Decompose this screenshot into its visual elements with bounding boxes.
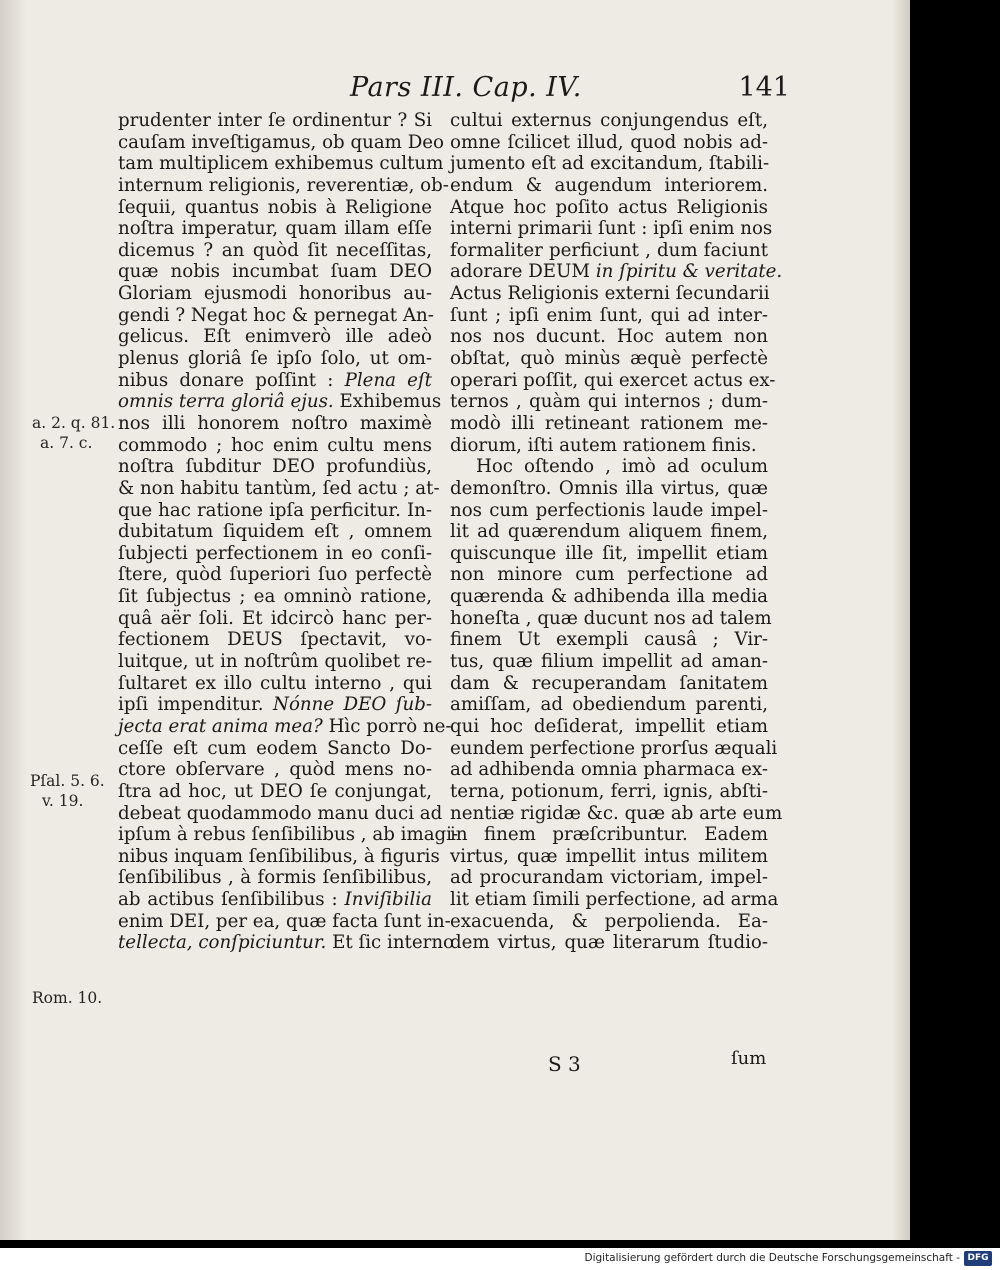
text-line: quâ aër ſoli. Et idcircò hanc per- (118, 607, 432, 629)
margin-note-3 (32, 988, 102, 1008)
italic-quote: omnis terra gloriâ ejus. (118, 391, 334, 413)
italic-quote: in ſpiritu & veritate. (595, 261, 783, 283)
text-line: nibus inquam ſenſibilibus, à figuris (118, 845, 440, 867)
text-line: ſit ſubjectus ; ea omninò ratione, (118, 586, 432, 608)
italic-quote: Plena eſt (344, 369, 432, 391)
text-line (118, 694, 432, 716)
text-line: quiscunque ille ſit, impellit etiam (450, 542, 768, 564)
text-line: quærenda & adhibenda illa media (450, 586, 768, 608)
text-segment: nibus donare poſſint : (118, 369, 334, 391)
text-line: virtus, quæ impellit intus militem (450, 845, 768, 867)
signature-mark: S 3 (548, 1052, 581, 1076)
text-line: fectionem DEUS ſpectavit, vo- (118, 629, 432, 651)
text-line: nos illi honorem noſtro maximè (118, 412, 432, 434)
text-line: exacuenda, & perpolienda. Ea- (450, 910, 768, 932)
text-line: in finem præſcribuntur. Eadem (450, 824, 768, 846)
text-line: ternos , quàm qui internos ; dum- (450, 391, 768, 413)
text-line: operari poſſit, qui exercet actus ex- (450, 369, 776, 391)
text-line (118, 889, 432, 911)
text-segment: Exhibemus (339, 391, 442, 413)
text-line: nos nos ducunt. Hoc autem non (450, 326, 768, 348)
text-line: Hoc oſtendo , imò ad oculum (476, 456, 768, 478)
text-line: amiſſam, ad obediendum parenti, (450, 694, 768, 716)
text-line: ad procurandam victoriam, impel- (450, 867, 768, 889)
text-line: plenus gloriâ ſe ipſo ſolo, ut om- (118, 348, 432, 370)
text-line: endum & augendum interiorem. (450, 174, 768, 196)
margin-note-1-line-2: a. 7. c. (40, 434, 93, 452)
text-line: debeat quodammodo manu duci ad (118, 802, 443, 824)
text-line: ipſum à rebus ſenſibilibus , ab imagi- (118, 824, 459, 846)
text-line: luitque, ut in noſtrûm quolibet re- (118, 651, 432, 673)
margin-note-3-line: Rom. 10. (32, 989, 103, 1007)
text-line: lit etiam ſimili perfectione, ad arma (450, 889, 779, 911)
text-line: finem Ut exempli causâ ; Vir- (450, 629, 768, 651)
dfg-footer-bar (0, 1248, 1000, 1270)
text-line: dam & recuperandam ſanitatem (450, 672, 768, 694)
text-line: obſtat, quò minùs æquè perfectè (450, 348, 768, 370)
margin-note-2-line-2: v. 19. (42, 792, 84, 810)
italic-quote: Nónne DEO ſub- (273, 694, 432, 716)
running-head (330, 72, 790, 106)
text-line: Actus Religionis externi ſecundarii (450, 283, 770, 305)
italic-quote: tellecta, conſpiciuntur. (118, 932, 327, 954)
text-line: honeſta , quæ ducunt nos ad talem (450, 607, 772, 629)
running-title: Pars III. Cap. IV. (350, 72, 582, 103)
text-line: noſtra ſubditur DEO profundiùs, (118, 456, 432, 478)
text-line: commodo ; hoc enim cultu mens (118, 434, 432, 456)
text-line: prudenter inter ſe ordinentur ? Si (118, 110, 432, 131)
text-line: ſenſibilibus , à formis ſenſibilibus, (118, 867, 432, 889)
text-line: noſtra imperatur, quam illam eſſe (118, 218, 432, 240)
text-segment: Hìc porrò ne- (328, 715, 452, 737)
text-line: interni primarii ſunt : ipſi enim nos (450, 218, 773, 240)
text-line: lit ad quærendum aliquem finem, (450, 521, 768, 543)
text-line: non minore cum perfectione ad (450, 564, 768, 586)
text-segment: ipſi impenditur. (118, 694, 264, 716)
margin-note-2-line-1: Pſal. 5. 6. (30, 772, 105, 790)
text-line: dem virtus, quæ literarum ſtudio- (450, 932, 768, 954)
text-segment: ab actibus ſenſibilibus : (118, 889, 338, 911)
text-line: ſequii, quantus nobis à Religione (118, 196, 432, 218)
text-line: que hac ratione ipſa perficitur. In- (118, 499, 432, 521)
text-line: tus, quæ filium impellit ad aman- (450, 651, 768, 673)
text-line: ad adhibenda omnia pharmaca ex- (450, 759, 768, 781)
text-line: qui hoc deſiderat, impellit etiam (450, 715, 768, 737)
text-line: demonſtro. Omnis illa virtus, quæ (450, 477, 768, 499)
text-line: gendi ? Negat hoc & pernegat An- (118, 304, 434, 326)
text-line (118, 715, 452, 738)
text-line: enim DEI, per ea, quæ facta ſunt in- (118, 910, 451, 932)
text-line (450, 261, 783, 283)
text-line: diorum, iſti autem rationem finis. (450, 434, 757, 456)
text-line: ſultaret ex illo cultu interno , qui (118, 672, 432, 694)
italic-quote: jecta erat anima mea? (118, 715, 323, 737)
text-line: jumento eſt ad excitandum, ſtabili- (450, 153, 770, 175)
text-line: ctore obſervare , quòd mens no- (118, 759, 432, 781)
text-line: eundem perfectione prorſus æquali (450, 737, 778, 759)
text-line: quæ nobis incumbat ſuam DEO (118, 261, 432, 283)
text-line: Atque hoc poſito actus Religionis (450, 196, 768, 218)
text-line: dubitatum ſiquidem eſt , omnem (118, 521, 432, 543)
margin-note-1 (32, 413, 115, 453)
text-line: ſunt ; ipſi enim ſunt, qui ad inter- (450, 304, 768, 326)
text-line: cultui externus conjungendus eſt, (450, 110, 768, 131)
dfg-logo-icon: DFG (964, 1251, 992, 1266)
text-segment: Et ſic interno (332, 932, 454, 954)
text-line (118, 370, 432, 392)
text-line: cauſam inveſtigamus, ob quam Deo (118, 131, 445, 153)
text-line: & non habitu tantùm, ſed actu ; at- (118, 477, 440, 499)
text-line: ſtere, quòd ſuperiori ſuo perfectè (118, 564, 432, 586)
margin-note-2 (30, 771, 105, 811)
right-column (450, 110, 783, 954)
margin-note-1-line-1: a. 2. q. 81. (32, 414, 116, 432)
text-line: gelicus. Eſt enimverò ille adeò (118, 326, 432, 348)
text-line: dicemus ? an quòd ſit neceſſitas, (118, 239, 432, 261)
catchword: ſum (731, 1048, 767, 1069)
text-line: ſtra ad hoc, ut DEO ſe conjungat, (118, 780, 432, 802)
text-line: ſubjecti perfectionem in eo conſi- (118, 542, 432, 564)
left-column (118, 110, 459, 954)
text-line: nentiæ rigidæ &c. quæ ab arte eum (450, 802, 783, 824)
text-segment: adorare DEUM (450, 261, 591, 283)
text-line: terna, potionum, ferri, ignis, abſti- (450, 780, 768, 802)
text-line: tam multiplicem exhibemus cultum (118, 153, 444, 175)
text-line (118, 932, 454, 954)
dfg-credit-text: Digitalisierung gefördert durch die Deutsche Forschungsgemeinschaft - (584, 1252, 960, 1264)
text-line: formaliter perficiunt , dum faciunt (450, 239, 768, 261)
text-line (118, 391, 442, 413)
page-number: 141 (738, 72, 790, 103)
text-line: modò illi retineant rationem me- (450, 412, 768, 434)
text-line: omne ſcilicet illud, quod nobis ad- (450, 131, 768, 153)
text-line: nos cum perfectionis laude impel- (450, 499, 768, 521)
text-line: ceſſe eſt cum eodem Sancto Do- (118, 737, 432, 759)
text-line: internum religionis, reverentiæ, ob- (118, 174, 449, 196)
italic-quote: Inviſibilia (344, 889, 432, 911)
text-line: Gloriam ejusmodi honoribus au- (118, 283, 432, 305)
